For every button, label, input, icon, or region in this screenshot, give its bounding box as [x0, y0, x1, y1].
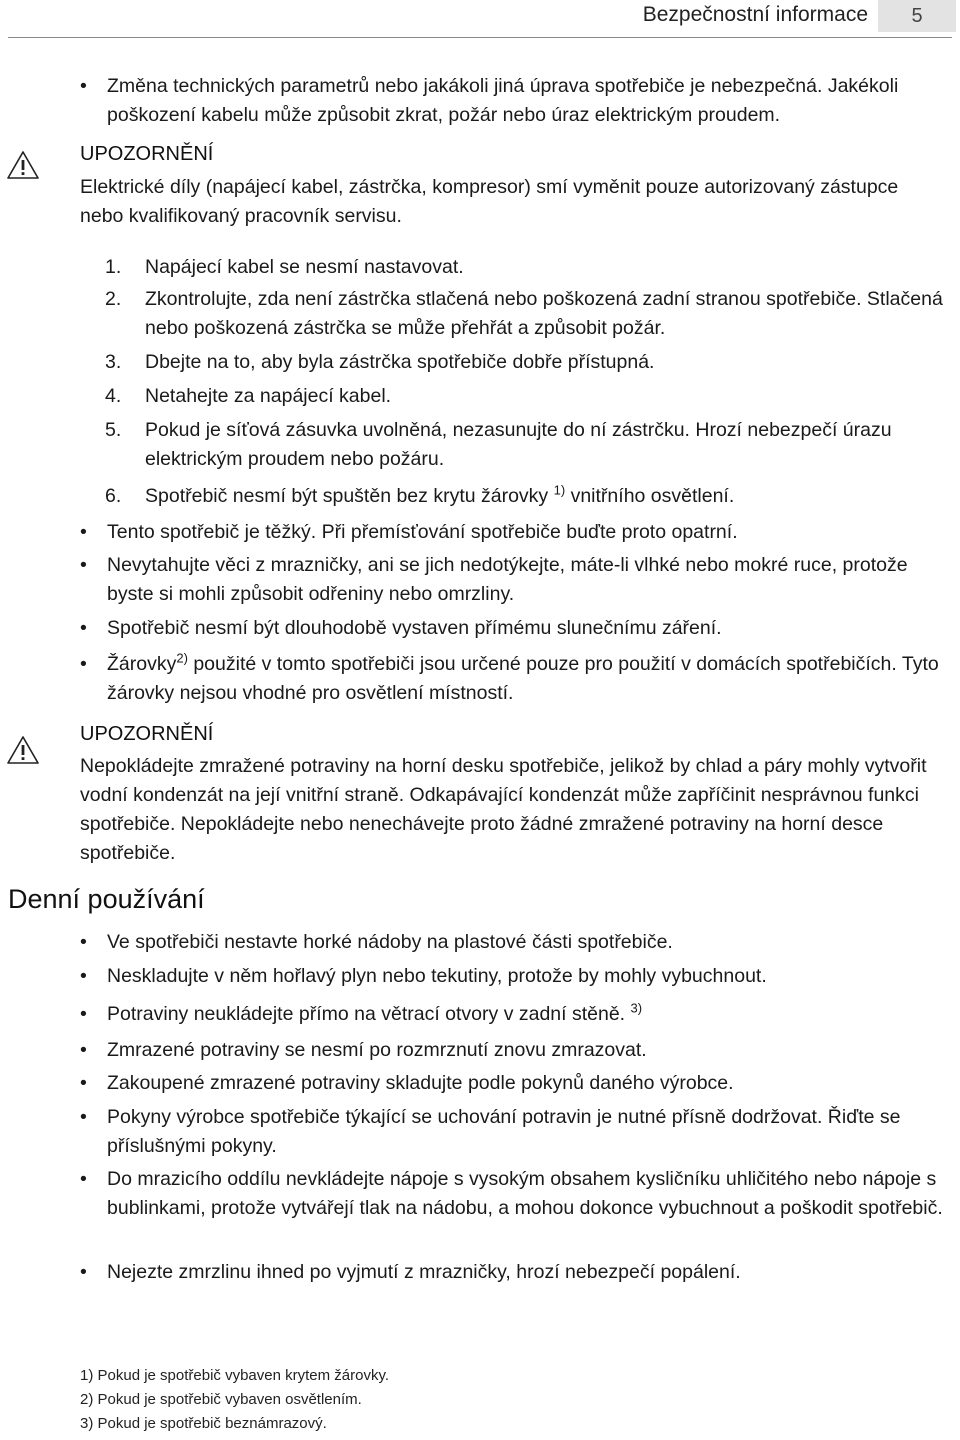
- bullet-dot: •: [80, 1003, 87, 1025]
- section-title: Denní používání: [8, 884, 205, 914]
- footnote-ref: 2): [176, 650, 188, 666]
- item-text-main: Spotřebič nesmí být spuštěn bez krytu žárovky: [145, 485, 549, 507]
- bullet-dot: •: [80, 1106, 87, 1128]
- list-item-text-tail: použité v tomto spotřebiči jsou určené pouze pro použití v domácích spotřebičích. Tyto žárovky nejsou vhodné pro osvětlení místností.: [107, 653, 939, 704]
- bullet-dot: •: [80, 617, 87, 639]
- list-item-text: [107, 1000, 947, 1029]
- list-item-text: Změna technických parametrů nebo jakákoli jiná úprava spotřebiče je nebezpečná. Jakékoli poškození kabelu může způsobit zkrat, požár nebo úraz elektrickým proudem.: [107, 75, 899, 126]
- bullet-dot: •: [80, 1261, 87, 1283]
- item-text: [145, 482, 950, 511]
- item-number: 6.: [105, 485, 122, 507]
- item-number: 4.: [105, 385, 122, 407]
- header-title: Bezpečnostní informace: [642, 3, 868, 26]
- footnotes: [80, 1364, 389, 1436]
- list-item-text: Pokyny výrobce spotřebiče týkající se uchování potravin je nutné přísně dodržovat. Řiďte se příslušnými pokyny.: [107, 1106, 901, 1157]
- bullet-dot: •: [80, 554, 87, 576]
- item-text: Napájecí kabel se nesmí nastavovat.: [145, 256, 464, 278]
- bullet-dot: •: [80, 1072, 87, 1094]
- list-item-text: Nejezte zmrzlinu ihned po vyjmutí z mrazničky, hrozí nebezpečí popálení.: [107, 1261, 741, 1283]
- list-item-text-main: Žárovky: [107, 653, 177, 675]
- list-item-text: Spotřebič nesmí být dlouhodobě vystaven přímému slunečnímu záření.: [107, 617, 722, 639]
- list-item-text: Nevytahujte věci z mrazničky, ani se jich nedotýkejte, máte-li vlhké nebo mokré ruce, protože byste si mohli způsobit odřeniny nebo omrzliny.: [107, 554, 908, 605]
- header-divider: [8, 37, 952, 38]
- list-item-text: Tento spotřebič je těžký. Při přemísťování spotřebiče buďte proto opatrní.: [107, 521, 738, 543]
- bullet-dot: •: [80, 653, 87, 675]
- item-text: Netahejte za napájecí kabel.: [145, 385, 392, 407]
- footnote-ref: 3): [630, 1000, 643, 1016]
- item-number: 1.: [105, 256, 122, 278]
- bullet-dot: •: [80, 521, 87, 543]
- list-item-text: Zakoupené zmrazené potraviny skladujte podle pokynů daného výrobce.: [107, 1072, 734, 1094]
- item-text: Pokud je síťová zásuvka uvolněná, nezasunujte do ní zástrčku. Hrozí nebezpečí úrazu elektrickým proudem nebo požáru.: [145, 419, 892, 470]
- footnote: 1) Pokud je spotřebič vybaven krytem žárovky.: [80, 1367, 390, 1384]
- bullet-dot: •: [80, 1039, 87, 1061]
- warning-triangle-icon: [6, 735, 40, 765]
- warning-title: UPOZORNĚNÍ: [80, 723, 214, 745]
- warning-text: Nepokládejte zmražené potraviny na horní desku spotřebiče, jelikož by chlad a páry mohly vytvořit vodní kondenzát na její vnitřní straně. Odkapávající kondenzát může zapříčinit nesprávnou funkci spotřebiče. Nepokládejte nebo nenechávejte proto žádné zmražené potraviny na horní desce spotřebiče.: [80, 755, 927, 864]
- item-number: 2.: [105, 288, 122, 310]
- bullet-dot: •: [80, 965, 87, 987]
- list-item-text: [107, 650, 947, 708]
- warning-text: Elektrické díly (napájecí kabel, zástrčka, kompresor) smí vyměnit pouze autorizovaný zástupce nebo kvalifikovaný pracovník servisu.: [80, 176, 899, 227]
- footnote: 2) Pokud je spotřebič vybaven osvětlením.: [80, 1391, 362, 1408]
- page-number-box: 5: [878, 0, 956, 32]
- item-text: Zkontrolujte, zda není zástrčka stlačená nebo poškozená zadní stranou spotřebiče. Stlačená nebo poškozená zástrčka se může přehřát a způsobit požár.: [145, 288, 943, 339]
- warning-title: UPOZORNĚNÍ: [80, 143, 214, 165]
- list-item-text: Neskladujte v něm hořlavý plyn nebo tekutiny, protože by mohly vybuchnout.: [107, 965, 767, 987]
- list-item-text: Zmrazené potraviny se nesmí po rozmrznutí znovu zmrazovat.: [107, 1039, 647, 1061]
- footnote-ref: 1): [553, 482, 566, 498]
- bullet-dot: •: [80, 931, 87, 953]
- warning-triangle-icon: [6, 150, 40, 180]
- page-header: [0, 0, 960, 40]
- list-item-text: Do mrazicího oddílu nevkládejte nápoje s vysokým obsahem kysličníku uhličitého nebo nápoje s bublinkami, protože vytvářejí tlak na nádobu, a mohou dokonce vybuchnout a poškodit spotřebič.: [107, 1168, 943, 1219]
- footnote: 3) Pokud je spotřebič beznámrazový.: [80, 1415, 327, 1432]
- list-item-text-main: Potraviny neukládejte přímo na větrací otvory v zadní stěně.: [107, 1003, 631, 1025]
- item-number: 3.: [105, 351, 122, 373]
- item-text: Dbejte na to, aby byla zástrčka spotřebiče dobře přístupná.: [145, 351, 655, 373]
- list-item-text: Ve spotřebiči nestavte horké nádoby na plastové části spotřebiče.: [107, 931, 673, 953]
- item-text-tail: vnitřního osvětlení.: [565, 485, 735, 507]
- item-number: 5.: [105, 419, 122, 441]
- bullet-dot: •: [80, 1168, 87, 1190]
- bullet-dot: •: [80, 75, 87, 97]
